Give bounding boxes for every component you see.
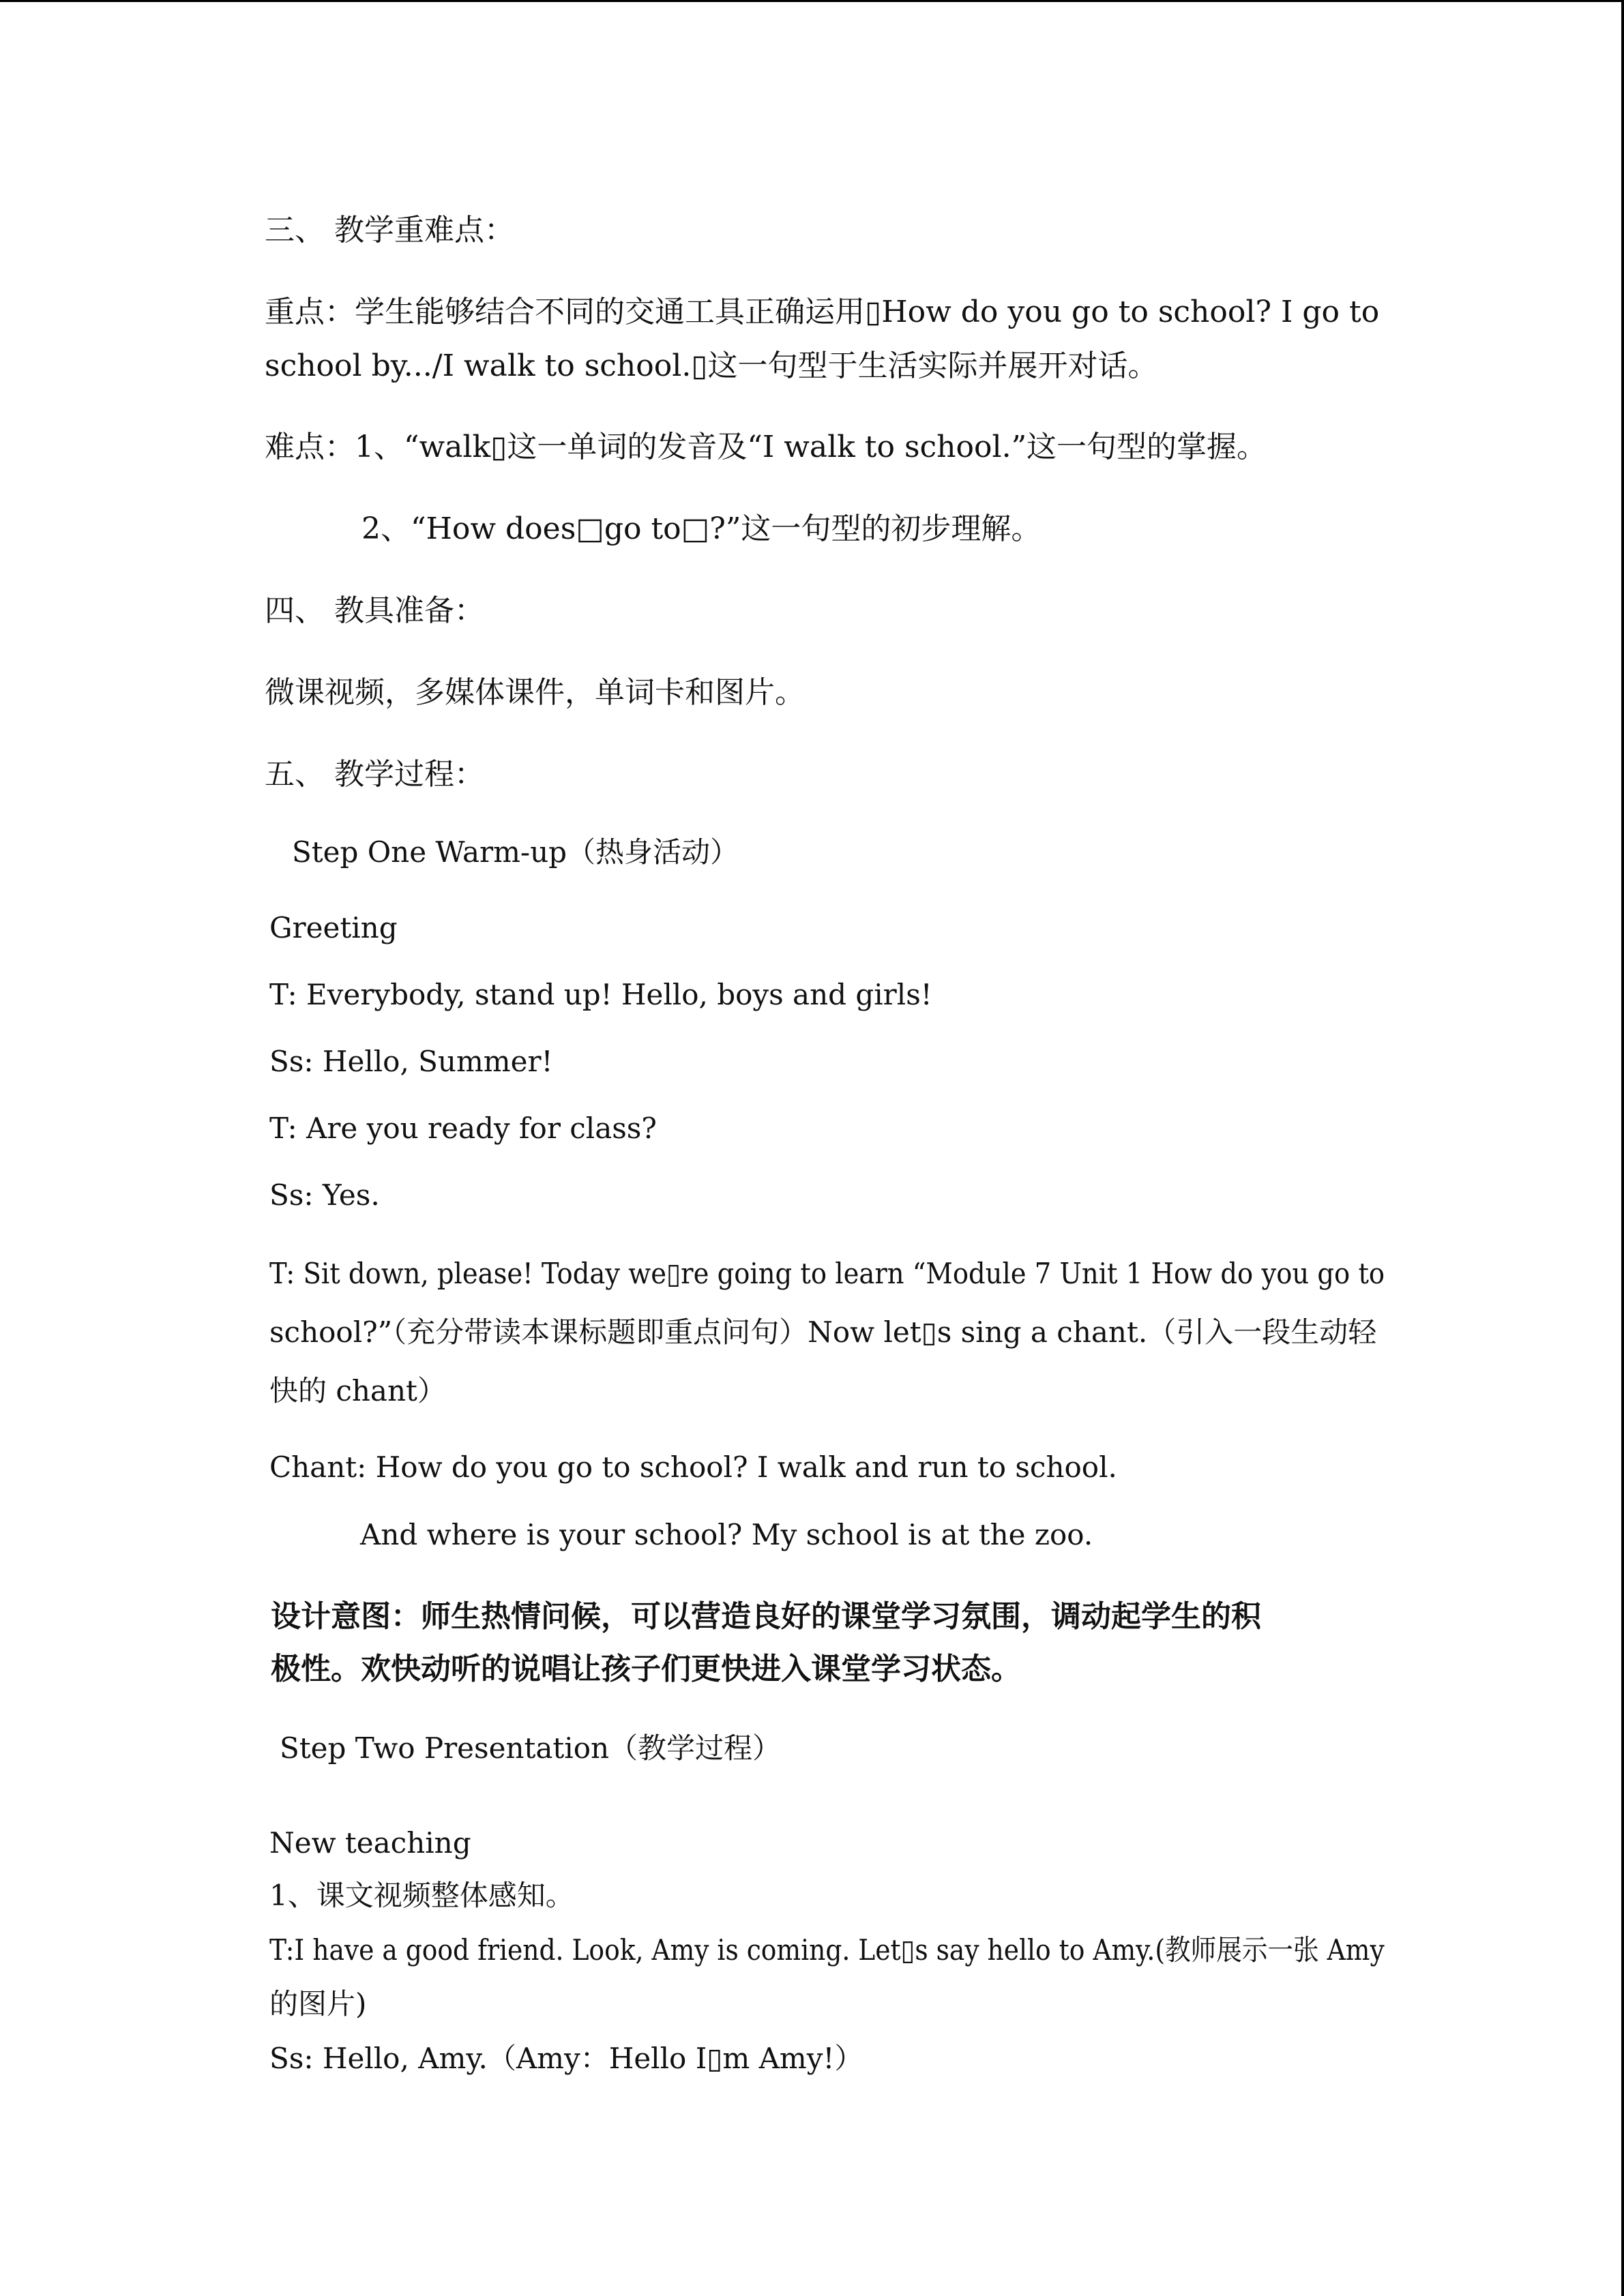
difficulty-2: 2、“How does□go to□?”这一句型的初步理解。 <box>361 511 1042 546</box>
sit-down-line-3: 快的 chant） <box>269 1374 446 1407</box>
section-heading-process: 五、 教学过程： <box>265 757 484 792</box>
section-heading-key-points: 三、 教学重难点： <box>265 213 514 248</box>
design-intent-line-2: 极性。欢快动听的说唱让孩子们更快进入课堂学习状态。 <box>271 1652 1021 1686</box>
step-one-heading: Step One Warm-up（热身活动） <box>292 835 739 869</box>
amy-line-1: T:I have a good friend. Look, Amy is coming. Let▯s say hello to Amy.(教师展示一张 Amy <box>269 1933 1385 1967</box>
step-two-heading: Step Two Presentation（教学过程） <box>280 1731 782 1765</box>
teaching-item-1: 1、课文视频整体感知。 <box>269 1879 574 1912</box>
chant-line-1: Chant: How do you go to school? I walk and run to school. <box>269 1450 1117 1484</box>
chant-line-2: And where is your school? My school is at the zoo. <box>360 1518 1093 1551</box>
dialogue-line: Ss: Hello, Summer! <box>269 1045 553 1078</box>
amy-reply: Ss: Hello, Amy.（Amy：Hello I▯m Amy!） <box>269 2042 863 2075</box>
amy-line-2: 的图片) <box>269 1987 367 2021</box>
new-teaching-label: New teaching <box>269 1826 471 1860</box>
dialogue-line: T: Are you ready for class? <box>269 1112 657 1145</box>
sit-down-line-2: school?”（充分带读本课标题即重点问句）Now let▯s sing a chant.（引入一段生动轻 <box>269 1315 1377 1349</box>
greeting-label: Greeting <box>269 911 398 944</box>
difficulty-1: 难点：1、“walk▯这一单词的发音及“I walk to school.”这一句型的掌握。 <box>265 430 1267 464</box>
dialogue-line: T: Everybody, stand up! Hello, boys and girls! <box>269 978 932 1011</box>
design-intent-line-1: 设计意图：师生热情问候，可以营造良好的课堂学习氛围，调动起学生的积 <box>271 1599 1261 1634</box>
sit-down-line-1: T: Sit down, please! Today we▯re going to learn “Module 7 Unit 1 How do you go to <box>269 1257 1385 1290</box>
key-point-line-1: 重点：学生能够结合不同的交通工具正确运用▯How do you go to school? I go to <box>265 295 1380 329</box>
materials-text: 微课视频，多媒体课件，单词卡和图片。 <box>265 675 805 710</box>
dialogue-line: Ss: Yes. <box>269 1178 380 1212</box>
key-point-line-2: school by.../I walk to school.▯这一句型于生活实际并展开对话。 <box>265 348 1158 383</box>
section-heading-materials: 四、 教具准备： <box>265 593 484 628</box>
